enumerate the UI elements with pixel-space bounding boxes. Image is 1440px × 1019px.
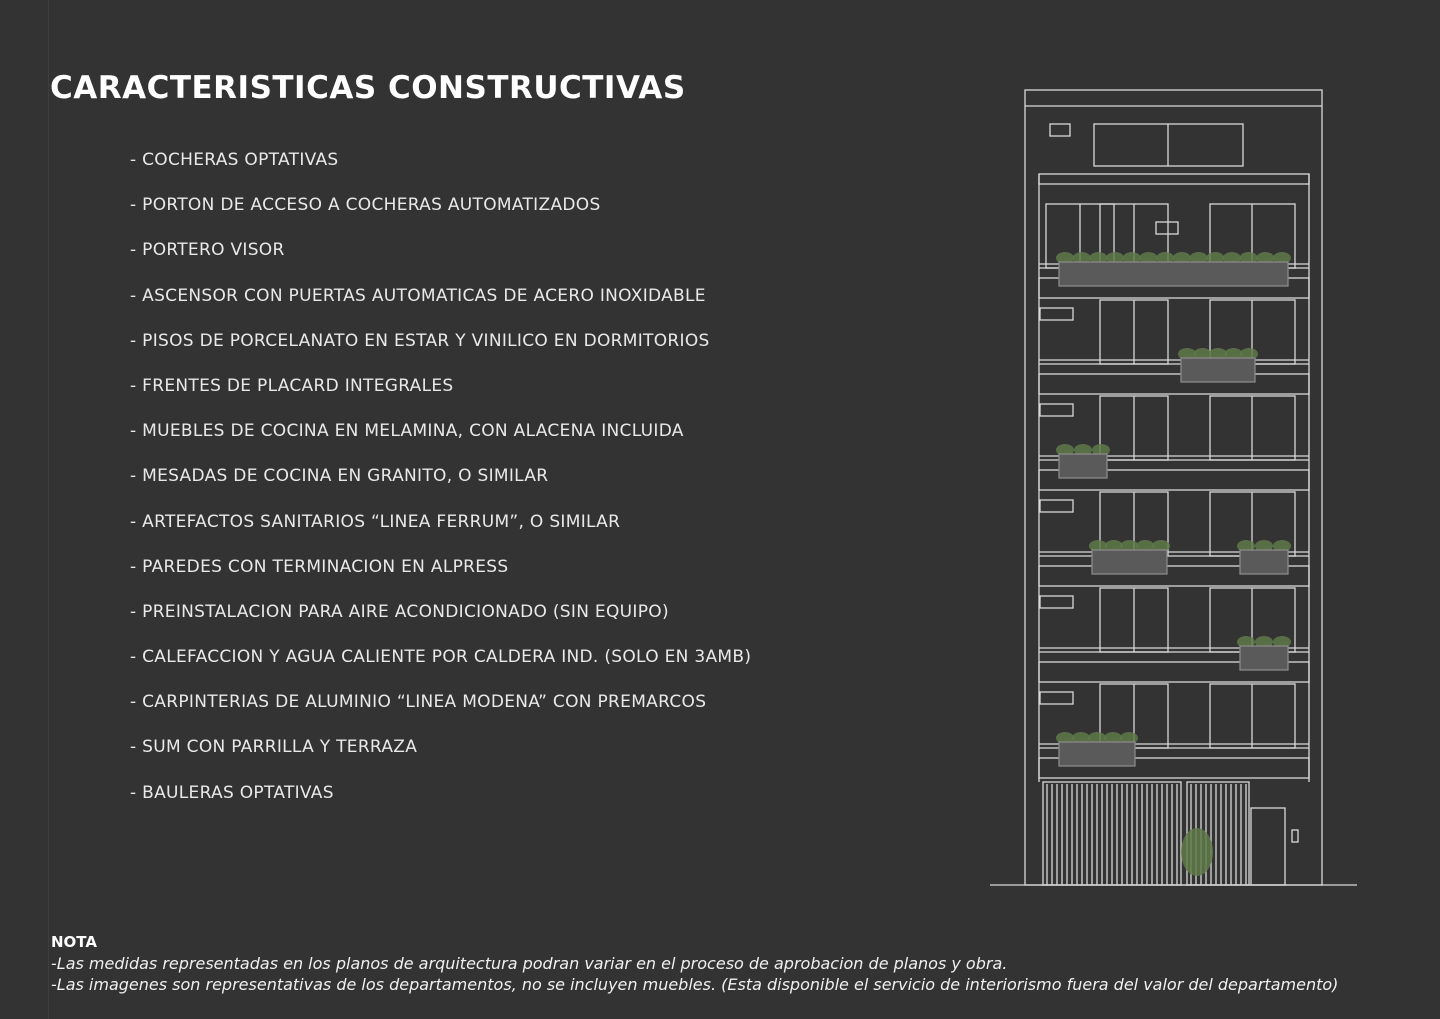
- feature-item: - COCHERAS OPTATIVAS: [130, 150, 339, 170]
- entry-door: [1251, 808, 1285, 885]
- feature-item: - BAULERAS OPTATIVAS: [130, 782, 334, 803]
- feature-item: - ARTEFACTOS SANITARIOS “LINEA FERRUM”, O SIMILAR: [130, 511, 621, 532]
- note-section: [51, 931, 1421, 995]
- entry-shrub: [1181, 828, 1213, 876]
- feature-item: - PORTON DE ACCESO A COCHERAS AUTOMATIZADOS: [130, 195, 601, 216]
- planter-box: [1092, 550, 1167, 574]
- planter-box: [1059, 262, 1288, 286]
- feature-item: - FRENTES DE PLACARD INTEGRALES: [130, 375, 454, 396]
- floor-slab: [1039, 374, 1309, 394]
- ac-unit: [1040, 692, 1073, 704]
- feature-item: - PISOS DE PORCELANATO EN ESTAR Y VINILICO EN DORMITORIOS: [130, 330, 710, 351]
- feature-item: - PREINSTALACION PARA AIRE ACONDICIONADO (SIN EQUIPO): [130, 601, 669, 622]
- planter-box: [1059, 454, 1107, 478]
- planter-box: [1181, 358, 1255, 382]
- feature-item: - MUEBLES DE COCINA EN MELAMINA, CON ALACENA INCLUIDA: [130, 421, 684, 442]
- feature-item: - CARPINTERIAS DE ALUMINIO “LINEA MODENA” CON PREMARCOS: [130, 692, 707, 713]
- feature-item: - SUM CON PARRILLA Y TERRAZA: [130, 737, 418, 758]
- door-intercom: [1292, 830, 1298, 842]
- planter-box: [1240, 550, 1288, 574]
- page-title: CARACTERISTICAS CONSTRUCTIVAS: [50, 70, 686, 106]
- feature-item: - CALEFACCION Y AGUA CALIENTE POR CALDERA IND. (SOLO EN 3AMB): [130, 647, 752, 668]
- page-left-rule: [48, 0, 49, 1019]
- note-line-images: -Las imagenes son representativas de los departamentos, no se incluyen muebles. (Esta disponible el servicio de interiorismo fuera del valor del departamento): [51, 975, 1339, 994]
- top-slab: [1039, 174, 1309, 184]
- wall-vent: [1156, 222, 1178, 234]
- feature-item: - MESADAS DE COCINA EN GRANITO, O SIMILAR: [130, 466, 549, 487]
- building-facade-illustration: [980, 80, 1370, 900]
- features-list: [130, 146, 751, 824]
- feature-item: - ASCENSOR CON PUERTAS AUTOMATICAS DE ACERO INOXIDABLE: [130, 285, 706, 306]
- ac-unit: [1040, 596, 1073, 608]
- note-heading: NOTA: [51, 933, 97, 951]
- feature-item: - PAREDES CON TERMINACION EN ALPRESS: [130, 556, 509, 577]
- rooftop-vent: [1050, 124, 1070, 136]
- planter-box: [1240, 646, 1288, 670]
- ac-unit: [1040, 500, 1073, 512]
- planter-box: [1059, 742, 1135, 766]
- feature-item: - PORTERO VISOR: [130, 240, 285, 261]
- note-line-measurements: -Las medidas representadas en los planos de arquitectura podran variar en el proceso de aprobacion de planos y obra.: [51, 954, 1008, 973]
- ac-unit: [1040, 308, 1073, 320]
- ac-unit: [1040, 404, 1073, 416]
